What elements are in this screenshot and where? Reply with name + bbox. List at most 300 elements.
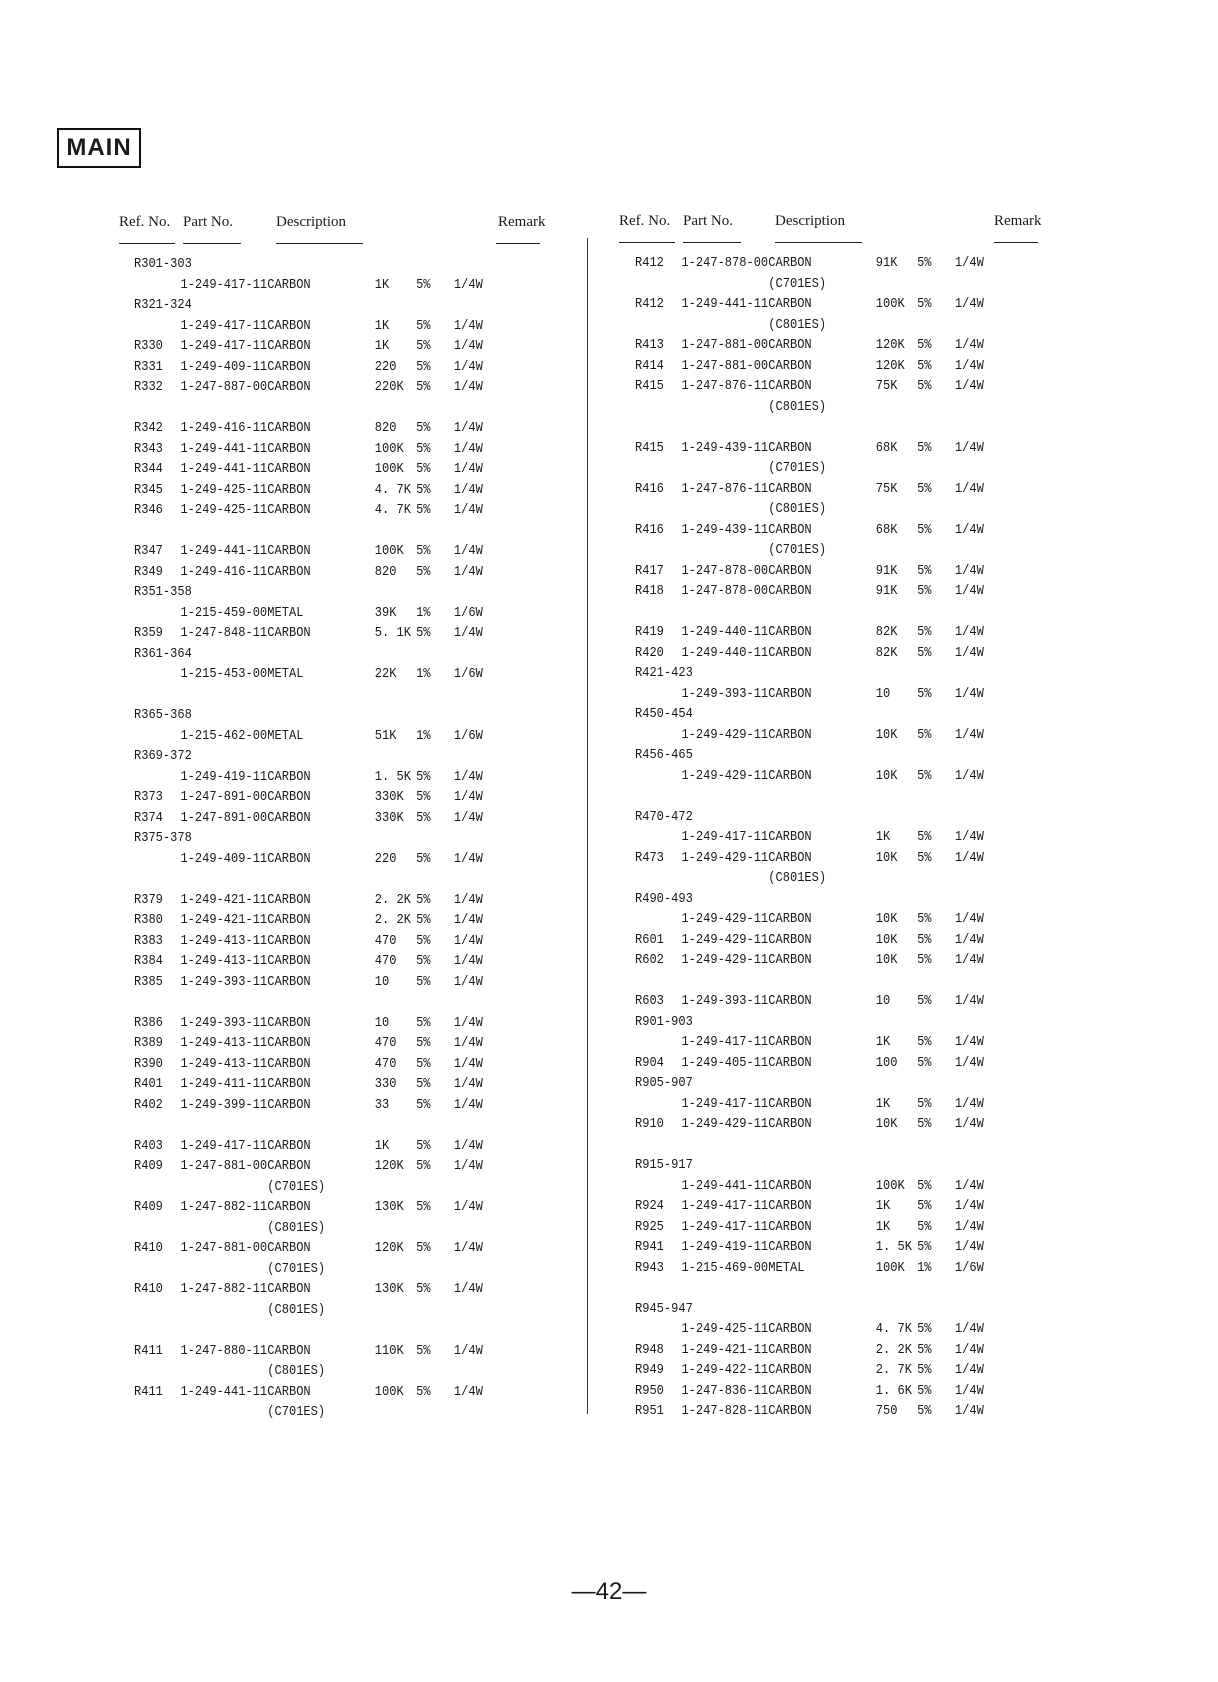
tolerance: 5% bbox=[917, 767, 932, 784]
part-no: 1-247-848-11 bbox=[180, 625, 268, 641]
part-no: 1-247-878-00 bbox=[681, 583, 769, 599]
part-no: 1-247-882-11 bbox=[180, 1199, 268, 1215]
power-rating: 1/4W bbox=[453, 1158, 483, 1174]
value: 2. 2K bbox=[875, 1341, 912, 1358]
tolerance: 5% bbox=[917, 1034, 932, 1050]
part-no: 1-249-393-11 bbox=[180, 1014, 268, 1031]
value: 220 bbox=[374, 850, 397, 867]
value: 2. 2K bbox=[374, 912, 411, 928]
ref-no: R910 bbox=[635, 1116, 664, 1132]
power-rating: 1/4W bbox=[954, 1382, 984, 1399]
ref-no: R418 bbox=[635, 583, 664, 599]
part-no: 1-249-413-11 bbox=[180, 1055, 268, 1072]
ref-no: R601 bbox=[635, 931, 664, 948]
value: 10 bbox=[374, 1014, 390, 1031]
ref-no: R602 bbox=[635, 952, 664, 968]
description: CARBON bbox=[768, 480, 812, 497]
part-no: 1-249-417-11 bbox=[681, 1034, 769, 1050]
ref-no: R301-303 bbox=[134, 256, 192, 272]
value: 1. 6K bbox=[875, 1382, 912, 1399]
value: 1K bbox=[875, 1218, 891, 1235]
part-no: 1-249-393-11 bbox=[681, 993, 769, 1009]
tolerance: 5% bbox=[917, 644, 932, 661]
power-rating: 1/4W bbox=[954, 1218, 984, 1235]
description: CARBON bbox=[768, 1177, 812, 1194]
power-rating: 1/4W bbox=[954, 296, 984, 312]
part-no: 1-249-413-11 bbox=[180, 953, 268, 969]
tolerance: 5% bbox=[917, 1341, 932, 1358]
tolerance: 5% bbox=[416, 1199, 431, 1215]
part-no: 1-249-441-11 bbox=[180, 543, 268, 559]
ref-no: R414 bbox=[635, 357, 664, 374]
part-no: 1-247-878-00 bbox=[681, 562, 769, 579]
power-rating: 1/4W bbox=[453, 461, 483, 477]
header-ref-no-left: Ref. No. bbox=[119, 214, 171, 230]
value: 22K bbox=[374, 666, 397, 682]
power-rating: 1/4W bbox=[954, 439, 984, 456]
description: CARBON bbox=[267, 1383, 311, 1400]
tolerance: 5% bbox=[917, 726, 932, 743]
part-no: 1-249-417-11 bbox=[180, 317, 268, 334]
tolerance: 5% bbox=[416, 932, 431, 949]
part-no: 1-249-429-11 bbox=[681, 849, 769, 866]
ref-no: R416 bbox=[635, 521, 664, 538]
tolerance: 5% bbox=[917, 685, 932, 702]
power-rating: 1/4W bbox=[453, 1137, 483, 1154]
part-no: 1-249-411-11 bbox=[180, 1076, 268, 1092]
description: CARBON bbox=[768, 952, 812, 968]
description: CARBON bbox=[768, 1239, 812, 1255]
description: (C801ES) bbox=[267, 1363, 326, 1379]
value: 91K bbox=[875, 583, 898, 599]
tolerance: 5% bbox=[917, 583, 932, 599]
power-rating: 1/4W bbox=[453, 481, 483, 498]
description: CARBON bbox=[267, 440, 311, 457]
ref-no: R419 bbox=[635, 624, 664, 640]
part-no: 1-249-417-11 bbox=[681, 829, 769, 845]
tolerance: 5% bbox=[917, 296, 932, 312]
part-no: 1-249-429-11 bbox=[681, 726, 769, 743]
ref-no: R470-472 bbox=[635, 808, 693, 825]
description: CARBON bbox=[267, 379, 311, 395]
value: 1K bbox=[875, 1095, 891, 1112]
tolerance: 5% bbox=[917, 357, 932, 374]
ref-no: R924 bbox=[635, 1198, 664, 1214]
ref-no: R386 bbox=[134, 1014, 163, 1031]
value: 100 bbox=[875, 1054, 898, 1071]
value: 100K bbox=[374, 461, 404, 477]
value: 4. 7K bbox=[374, 502, 411, 518]
part-no: 1-249-419-11 bbox=[180, 768, 268, 785]
value: 100K bbox=[374, 440, 404, 457]
tolerance: 5% bbox=[416, 953, 431, 969]
power-rating: 1/4W bbox=[954, 1095, 984, 1112]
power-rating: 1/4W bbox=[453, 1055, 483, 1072]
description: CARBON bbox=[267, 625, 311, 641]
tolerance: 5% bbox=[416, 1035, 431, 1051]
part-no: 1-249-416-11 bbox=[180, 420, 268, 436]
part-no: 1-249-409-11 bbox=[180, 850, 268, 867]
power-rating: 1/4W bbox=[453, 1281, 483, 1297]
power-rating: 1/4W bbox=[954, 829, 984, 845]
tolerance: 5% bbox=[416, 420, 431, 436]
value: 330 bbox=[374, 1076, 397, 1092]
ref-no: R904 bbox=[635, 1054, 664, 1071]
value: 1K bbox=[875, 829, 891, 845]
value: 75K bbox=[875, 480, 898, 497]
power-rating: 1/4W bbox=[954, 849, 984, 866]
value: 10K bbox=[875, 726, 898, 743]
power-rating: 1/4W bbox=[453, 625, 483, 641]
part-no: 1-249-441-11 bbox=[180, 1383, 268, 1400]
part-no: 1-247-881-00 bbox=[180, 1158, 268, 1174]
description: CARBON bbox=[768, 1054, 812, 1071]
description: CARBON bbox=[267, 1035, 311, 1051]
ref-no: R365-368 bbox=[134, 707, 192, 723]
ref-no: R374 bbox=[134, 809, 163, 826]
header-ref-no-right: Ref. No. bbox=[619, 213, 671, 229]
power-rating: 1/4W bbox=[453, 1383, 483, 1400]
value: 100K bbox=[875, 1259, 905, 1276]
tolerance: 5% bbox=[416, 891, 431, 908]
header-underline bbox=[994, 242, 1038, 243]
value: 2. 2K bbox=[374, 891, 411, 908]
power-rating: 1/4W bbox=[954, 378, 984, 394]
ref-no: R359 bbox=[134, 625, 163, 641]
power-rating: 1/6W bbox=[453, 666, 483, 682]
section-title-main: MAIN bbox=[57, 128, 141, 168]
value: 1K bbox=[374, 338, 390, 354]
header-part-no-left: Part No. bbox=[183, 214, 233, 230]
part-no: 1-249-413-11 bbox=[180, 1035, 268, 1051]
value: 120K bbox=[875, 337, 905, 353]
tolerance: 5% bbox=[917, 378, 932, 394]
description: CARBON bbox=[768, 1116, 812, 1132]
tolerance: 5% bbox=[917, 255, 932, 271]
description: CARBON bbox=[267, 809, 311, 826]
value: 470 bbox=[374, 1055, 397, 1072]
power-rating: 1/4W bbox=[954, 1321, 984, 1337]
tolerance: 5% bbox=[917, 931, 932, 948]
part-no: 1-215-462-00 bbox=[180, 727, 268, 744]
description: CARBON bbox=[768, 1403, 812, 1419]
description: CARBON bbox=[267, 1076, 311, 1092]
part-no: 1-249-419-11 bbox=[681, 1239, 769, 1255]
part-no: 1-249-425-11 bbox=[180, 502, 268, 518]
power-rating: 1/4W bbox=[453, 420, 483, 436]
tolerance: 5% bbox=[416, 1281, 431, 1297]
ref-no: R373 bbox=[134, 789, 163, 805]
power-rating: 1/4W bbox=[453, 543, 483, 559]
value: 100K bbox=[875, 1177, 905, 1194]
value: 1K bbox=[875, 1198, 891, 1214]
header-remark-right: Remark bbox=[994, 213, 1042, 229]
power-rating: 1/4W bbox=[954, 1177, 984, 1194]
description: CARBON bbox=[768, 1321, 812, 1337]
part-no: 1-249-421-11 bbox=[180, 891, 268, 908]
description: CARBON bbox=[267, 768, 311, 785]
tolerance: 5% bbox=[416, 850, 431, 867]
description: CARBON bbox=[768, 357, 812, 374]
description: (C801ES) bbox=[768, 870, 827, 886]
power-rating: 1/4W bbox=[954, 357, 984, 374]
tolerance: 1% bbox=[416, 666, 431, 682]
ref-no: R490-493 bbox=[635, 890, 693, 907]
ref-no: R401 bbox=[134, 1076, 163, 1092]
description: CARBON bbox=[768, 685, 812, 702]
ref-no: R450-454 bbox=[635, 706, 693, 722]
description: CARBON bbox=[267, 953, 311, 969]
value: 68K bbox=[875, 439, 898, 456]
tolerance: 5% bbox=[416, 1240, 431, 1256]
tolerance: 5% bbox=[416, 563, 431, 580]
part-no: 1-247-880-11 bbox=[180, 1342, 268, 1359]
power-rating: 1/4W bbox=[453, 502, 483, 518]
tolerance: 5% bbox=[917, 1095, 932, 1112]
tolerance: 5% bbox=[416, 912, 431, 928]
value: 470 bbox=[374, 1035, 397, 1051]
description: CARBON bbox=[768, 767, 812, 784]
description: CARBON bbox=[768, 255, 812, 271]
ref-no: R417 bbox=[635, 562, 664, 579]
part-no: 1-249-429-11 bbox=[681, 952, 769, 968]
tolerance: 5% bbox=[917, 439, 932, 456]
header-underline bbox=[775, 242, 862, 243]
ref-no: R347 bbox=[134, 543, 163, 559]
ref-no: R389 bbox=[134, 1035, 163, 1051]
tolerance: 5% bbox=[917, 911, 932, 927]
tolerance: 5% bbox=[416, 358, 431, 375]
description: CARBON bbox=[267, 912, 311, 928]
part-no: 1-249-441-11 bbox=[681, 296, 769, 312]
description: CARBON bbox=[267, 1096, 311, 1113]
part-no: 1-249-417-11 bbox=[180, 276, 268, 293]
power-rating: 1/4W bbox=[954, 644, 984, 661]
value: 120K bbox=[374, 1158, 404, 1174]
description: CARBON bbox=[768, 624, 812, 640]
power-rating: 1/4W bbox=[954, 337, 984, 353]
value: 68K bbox=[875, 521, 898, 538]
tolerance: 5% bbox=[917, 1239, 932, 1255]
ref-no: R330 bbox=[134, 338, 163, 354]
power-rating: 1/4W bbox=[453, 789, 483, 805]
ref-no: R943 bbox=[635, 1259, 664, 1276]
value: 10K bbox=[875, 931, 898, 948]
value: 5. 1K bbox=[374, 625, 411, 641]
description: CARBON bbox=[768, 296, 812, 312]
value: 82K bbox=[875, 644, 898, 661]
part-no: 1-249-440-11 bbox=[681, 644, 769, 661]
description: CARBON bbox=[768, 829, 812, 845]
power-rating: 1/6W bbox=[453, 604, 483, 621]
part-no: 1-249-417-11 bbox=[681, 1218, 769, 1235]
description: METAL bbox=[768, 1259, 805, 1276]
header-underline bbox=[183, 243, 241, 244]
tolerance: 5% bbox=[917, 1321, 932, 1337]
part-no: 1-215-453-00 bbox=[180, 666, 268, 682]
description: CARBON bbox=[768, 1341, 812, 1358]
power-rating: 1/4W bbox=[453, 1076, 483, 1092]
tolerance: 5% bbox=[416, 1096, 431, 1113]
power-rating: 1/4W bbox=[453, 276, 483, 293]
ref-no: R412 bbox=[635, 296, 664, 312]
ref-no: R349 bbox=[134, 563, 163, 580]
tolerance: 5% bbox=[416, 543, 431, 559]
ref-no: R345 bbox=[134, 481, 163, 498]
description: (C701ES) bbox=[267, 1404, 326, 1420]
part-no: 1-247-891-00 bbox=[180, 789, 268, 805]
tolerance: 5% bbox=[416, 973, 431, 990]
power-rating: 1/4W bbox=[453, 317, 483, 334]
description: (C801ES) bbox=[267, 1301, 326, 1318]
ref-no: R412 bbox=[635, 255, 664, 271]
ref-no: R331 bbox=[134, 358, 163, 375]
value: 470 bbox=[374, 932, 397, 949]
value: 130K bbox=[374, 1199, 404, 1215]
part-no: 1-249-393-11 bbox=[681, 685, 769, 702]
tolerance: 5% bbox=[917, 521, 932, 538]
tolerance: 5% bbox=[416, 481, 431, 498]
ref-no: R410 bbox=[134, 1240, 163, 1256]
value: 10K bbox=[875, 1116, 898, 1132]
value: 10 bbox=[374, 973, 390, 990]
description: CARBON bbox=[267, 276, 311, 293]
part-no: 1-249-399-11 bbox=[180, 1096, 268, 1113]
tolerance: 5% bbox=[917, 829, 932, 845]
power-rating: 1/4W bbox=[453, 1096, 483, 1113]
header-description-left: Description bbox=[276, 214, 346, 230]
ref-no: R951 bbox=[635, 1403, 664, 1419]
part-no: 1-247-828-11 bbox=[681, 1403, 769, 1419]
description: CARBON bbox=[768, 337, 812, 353]
part-no: 1-249-441-11 bbox=[681, 1177, 769, 1194]
description: CARBON bbox=[267, 932, 311, 949]
tolerance: 5% bbox=[917, 337, 932, 353]
part-no: 1-247-836-11 bbox=[681, 1382, 769, 1399]
ref-no: R945-947 bbox=[635, 1300, 693, 1317]
tolerance: 5% bbox=[416, 1055, 431, 1072]
description: CARBON bbox=[267, 1055, 311, 1072]
power-rating: 1/4W bbox=[954, 993, 984, 1009]
value: 220K bbox=[374, 379, 404, 395]
ref-no: R421-423 bbox=[635, 665, 693, 681]
power-rating: 1/4W bbox=[453, 440, 483, 457]
description: CARBON bbox=[768, 931, 812, 948]
power-rating: 1/4W bbox=[954, 911, 984, 927]
value: 1K bbox=[374, 1137, 390, 1154]
tolerance: 1% bbox=[416, 727, 431, 744]
description: (C701ES) bbox=[768, 460, 827, 476]
description: CARBON bbox=[267, 317, 311, 334]
part-no: 1-247-878-00 bbox=[681, 255, 769, 271]
tolerance: 5% bbox=[917, 1177, 932, 1194]
part-no: 1-247-891-00 bbox=[180, 809, 268, 826]
ref-no: R402 bbox=[134, 1096, 163, 1113]
value: 820 bbox=[374, 563, 397, 580]
description: CARBON bbox=[267, 1281, 311, 1297]
power-rating: 1/4W bbox=[954, 562, 984, 579]
tolerance: 5% bbox=[416, 276, 431, 293]
part-no: 1-249-441-11 bbox=[180, 440, 268, 457]
power-rating: 1/4W bbox=[453, 891, 483, 908]
header-underline bbox=[619, 242, 675, 243]
ref-no: R385 bbox=[134, 973, 163, 990]
description: CARBON bbox=[768, 993, 812, 1009]
tolerance: 1% bbox=[416, 604, 431, 621]
description: CARBON bbox=[768, 1382, 812, 1399]
tolerance: 5% bbox=[917, 993, 932, 1009]
power-rating: 1/4W bbox=[954, 931, 984, 948]
tolerance: 5% bbox=[917, 1362, 932, 1378]
ref-no: R321-324 bbox=[134, 297, 192, 313]
tolerance: 5% bbox=[917, 1218, 932, 1235]
value: 1. 5K bbox=[875, 1239, 912, 1255]
description: METAL bbox=[267, 604, 304, 621]
part-no: 1-249-440-11 bbox=[681, 624, 769, 640]
value: 2. 7K bbox=[875, 1362, 912, 1378]
ref-no: R390 bbox=[134, 1055, 163, 1072]
part-no: 1-249-393-11 bbox=[180, 973, 268, 990]
power-rating: 1/6W bbox=[954, 1259, 984, 1276]
ref-no: R403 bbox=[134, 1137, 163, 1154]
description: (C701ES) bbox=[267, 1260, 326, 1277]
description: CARBON bbox=[768, 849, 812, 866]
ref-no: R416 bbox=[635, 480, 664, 497]
header-description-right: Description bbox=[775, 213, 845, 229]
ref-no: R375-378 bbox=[134, 830, 192, 846]
part-no: 1-249-441-11 bbox=[180, 461, 268, 477]
header-underline bbox=[496, 243, 540, 244]
value: 10 bbox=[875, 993, 891, 1009]
value: 4. 7K bbox=[374, 481, 411, 498]
ref-no: R410 bbox=[134, 1281, 163, 1297]
description: CARBON bbox=[267, 789, 311, 805]
tolerance: 5% bbox=[416, 440, 431, 457]
description: CARBON bbox=[768, 1095, 812, 1112]
tolerance: 5% bbox=[917, 849, 932, 866]
value: 10K bbox=[875, 849, 898, 866]
power-rating: 1/4W bbox=[954, 624, 984, 640]
description: CARBON bbox=[267, 1158, 311, 1174]
header-underline bbox=[119, 243, 175, 244]
value: 1. 5K bbox=[374, 768, 411, 785]
power-rating: 1/4W bbox=[954, 952, 984, 968]
description: (C701ES) bbox=[768, 542, 827, 558]
part-no: 1-249-421-11 bbox=[681, 1341, 769, 1358]
description: CARBON bbox=[267, 1014, 311, 1031]
ref-no: R411 bbox=[134, 1383, 163, 1400]
power-rating: 1/4W bbox=[954, 1403, 984, 1419]
part-no: 1-247-876-11 bbox=[681, 480, 769, 497]
description: CARBON bbox=[267, 461, 311, 477]
tolerance: 5% bbox=[917, 1116, 932, 1132]
tolerance: 5% bbox=[416, 1137, 431, 1154]
power-rating: 1/4W bbox=[954, 583, 984, 599]
power-rating: 1/4W bbox=[453, 953, 483, 969]
value: 91K bbox=[875, 255, 898, 271]
description: CARBON bbox=[267, 358, 311, 375]
tolerance: 5% bbox=[917, 1403, 932, 1419]
ref-no: R380 bbox=[134, 912, 163, 928]
part-no: 1-249-405-11 bbox=[681, 1054, 769, 1071]
ref-no: R905-907 bbox=[635, 1075, 693, 1091]
ref-no: R344 bbox=[134, 461, 163, 477]
value: 10K bbox=[875, 911, 898, 927]
part-no: 1-247-882-11 bbox=[180, 1281, 268, 1297]
description: CARBON bbox=[768, 911, 812, 927]
power-rating: 1/4W bbox=[954, 1341, 984, 1358]
description: CARBON bbox=[267, 338, 311, 354]
